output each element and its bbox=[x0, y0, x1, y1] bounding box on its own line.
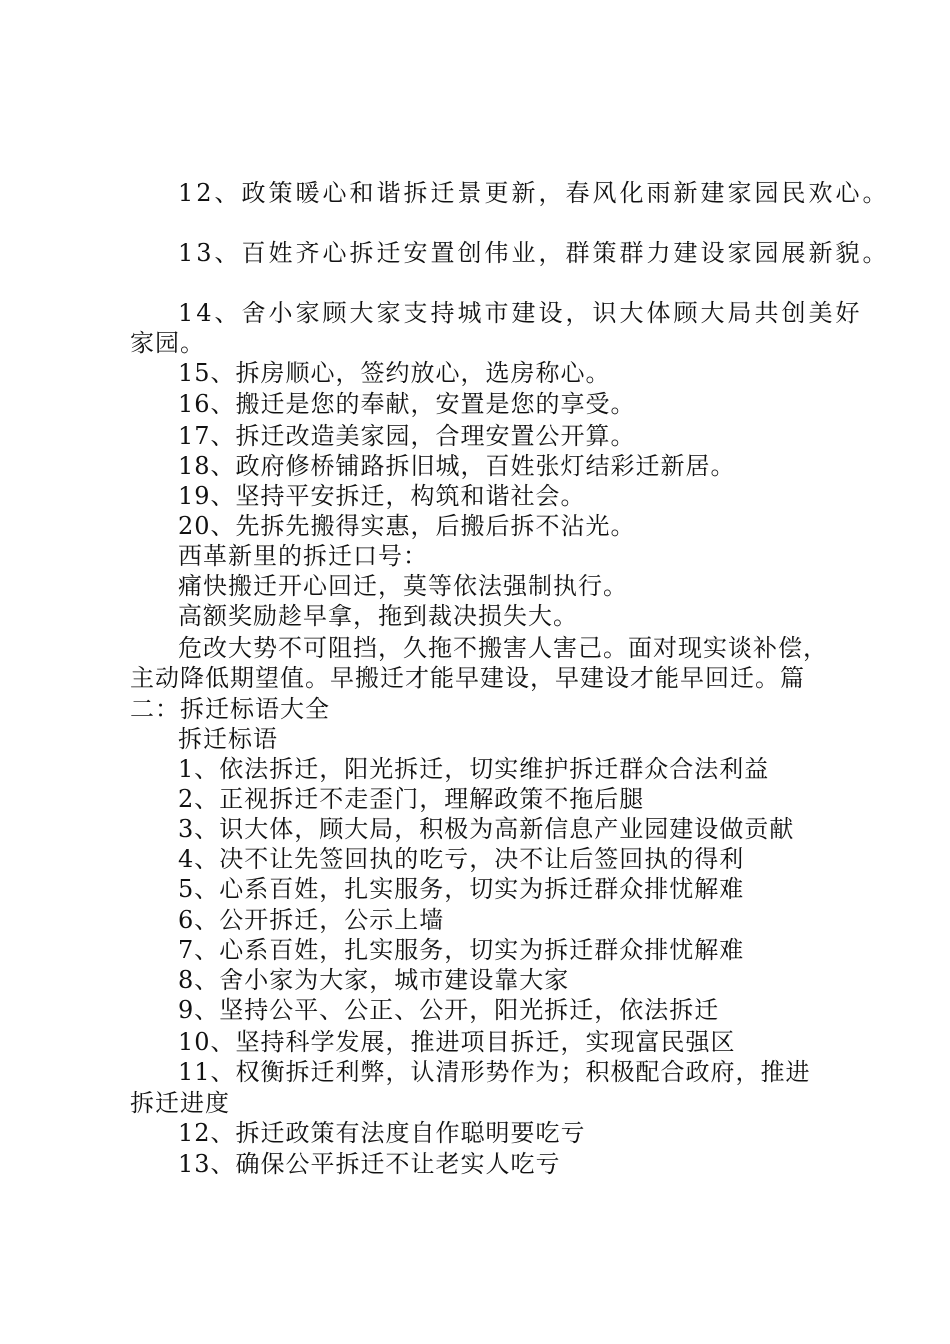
text-line: 10、坚持科学发展，推进项目拆迁，实现富民强区 bbox=[178, 1028, 736, 1056]
section-heading: 拆迁标语 bbox=[178, 725, 278, 753]
text-line: 痛快搬迁开心回迁，莫等依法强制执行。 bbox=[178, 572, 628, 600]
text-line: 20、先拆先搬得实惠，后搬后拆不沾光。 bbox=[178, 512, 636, 540]
text-line: 19、坚持平安拆迁，构筑和谐社会。 bbox=[178, 482, 586, 510]
text-line: 二：拆迁标语大全 bbox=[130, 695, 330, 723]
text-line: 4、决不让先签回执的吃亏，决不让后签回执的得利 bbox=[178, 845, 745, 873]
text-line: 12、政策暖心和谐拆迁景更新，春风化雨新建家园民欢心。 bbox=[178, 179, 890, 207]
text-line: 家园。 bbox=[130, 329, 205, 357]
text-line: 11、权衡拆迁利弊，认清形势作为；积极配合政府，推进 bbox=[178, 1058, 811, 1086]
text-line: 12、拆迁政策有法度自作聪明要吃亏 bbox=[178, 1119, 586, 1147]
text-line: 3、识大体，顾大局，积极为高新信息产业园建设做贡献 bbox=[178, 815, 795, 843]
text-line: 14、舍小家顾大家支持城市建设，识大体顾大局共创美好 bbox=[178, 299, 863, 327]
text-line: 2、正视拆迁不走歪门，理解政策不拖后腿 bbox=[178, 785, 645, 813]
text-line: 8、舍小家为大家，城市建设靠大家 bbox=[178, 966, 570, 994]
text-line: 5、心系百姓，扎实服务，切实为拆迁群众排忧解难 bbox=[178, 875, 745, 903]
text-line: 1、依法拆迁，阳光拆迁，切实维护拆迁群众合法利益 bbox=[178, 755, 770, 783]
text-line: 13、百姓齐心拆迁安置创伟业，群策群力建设家园展新貌。 bbox=[178, 239, 890, 267]
text-line: 高额奖励趁早拿，拖到裁决损失大。 bbox=[178, 602, 578, 630]
text-line: 主动降低期望值。早搬迁才能早建设，早建设才能早回迁。篇 bbox=[130, 664, 805, 692]
text-line: 16、搬迁是您的奉献，安置是您的享受。 bbox=[178, 390, 636, 418]
text-line: 危改大势不可阻挡，久拖不搬害人害己。面对现实谈补偿， bbox=[178, 634, 828, 662]
text-line: 6、公开拆迁，公示上墙 bbox=[178, 906, 445, 934]
text-line: 18、政府修桥铺路拆旧城，百姓张灯结彩迁新居。 bbox=[178, 452, 736, 480]
section-heading: 西革新里的拆迁口号： bbox=[178, 542, 428, 570]
text-line: 17、拆迁改造美家园，合理安置公开算。 bbox=[178, 422, 636, 450]
text-line: 7、心系百姓，扎实服务，切实为拆迁群众排忧解难 bbox=[178, 936, 745, 964]
text-line: 13、确保公平拆迁不让老实人吃亏 bbox=[178, 1150, 561, 1178]
text-line: 9、坚持公平、公正、公开，阳光拆迁，依法拆迁 bbox=[178, 996, 720, 1024]
text-line: 拆迁进度 bbox=[130, 1089, 230, 1117]
text-line: 15、拆房顺心，签约放心，选房称心。 bbox=[178, 359, 611, 387]
